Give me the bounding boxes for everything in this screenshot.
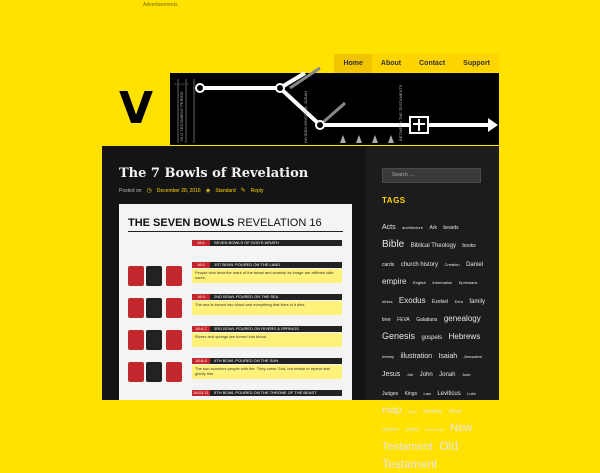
tag-link[interactable]: Ezekiel [432, 298, 449, 305]
bowl-illustration [128, 266, 184, 286]
comment-icon: ✎ [240, 188, 246, 194]
tag-link[interactable]: Hebrews [448, 332, 481, 342]
title-rule [128, 231, 343, 232]
tag-link[interactable]: genealogy [443, 313, 481, 323]
tag-link[interactable]: Ephesians [458, 280, 478, 286]
post-category[interactable]: Standard [215, 187, 236, 194]
tag-link[interactable]: Leviticus [437, 390, 461, 397]
tag-link[interactable]: books [462, 243, 476, 250]
tag-link[interactable]: FEVA [397, 316, 410, 323]
bowl-row [128, 390, 343, 416]
tag-link[interactable]: Testament [382, 440, 433, 453]
tag-link[interactable]: Mark [407, 408, 417, 414]
timeline-banner [170, 73, 499, 145]
tag-link[interactable]: Creation [444, 261, 460, 267]
tag-link[interactable]: Bible [382, 239, 405, 251]
bowl-header: 16:8-9 4TH BOWL POURED ON THE SUN [192, 358, 342, 364]
timeline-node [196, 84, 204, 92]
infographic-title: THE SEVEN BOWLS REVELATION 16 [128, 217, 322, 229]
tag-link[interactable]: Nehemiah [425, 427, 444, 433]
timeline-graphic [170, 73, 499, 145]
main-content [102, 146, 366, 400]
nav-home[interactable]: Home [334, 54, 371, 73]
timeline-node [316, 121, 324, 129]
tag-link[interactable]: Biblical Theology [410, 243, 456, 250]
tag-link[interactable]: Jonah [439, 372, 456, 379]
tag-link[interactable]: John [419, 372, 433, 379]
tag-link[interactable]: Testament [382, 457, 438, 472]
search-input[interactable]: Search … [382, 168, 481, 183]
tag-link[interactable]: beards [443, 225, 459, 231]
tag-link[interactable]: Matthew [423, 408, 443, 415]
site-logo[interactable] [102, 73, 170, 145]
tag-link[interactable]: gospels [421, 335, 443, 342]
tag-link[interactable]: Jesus [382, 371, 401, 379]
tag-link[interactable]: English [412, 280, 427, 286]
banner-label-1: OLD TESTAMENT PERIOD [179, 91, 184, 141]
banner-label-3: BETWEEN THE TESTAMENTS [398, 84, 403, 141]
sidebar [366, 146, 499, 472]
reply-link[interactable]: Reply [250, 187, 264, 194]
tag-link[interactable]: Micah [448, 408, 462, 415]
bowl-header: 16:1 SEVEN BOWLS OF GOD'S WRATH [192, 240, 342, 246]
site-header [102, 73, 499, 145]
post-date[interactable]: December 28, 2016 [156, 187, 201, 194]
arrow-head [488, 118, 498, 132]
tag-link[interactable]: Job [406, 372, 414, 378]
tag-link[interactable]: mission [382, 427, 399, 434]
tag-link[interactable]: Galatians [416, 316, 438, 323]
top-nav [102, 54, 499, 73]
svg-text:|||||||||||||||||||: ||||||||||||||||||| [174, 82, 189, 86]
nav-contact[interactable]: Contact [419, 60, 446, 67]
tag-link[interactable]: illustration [400, 352, 432, 360]
tag-link[interactable]: Isaiah [438, 352, 458, 360]
arrow-markers [340, 135, 394, 143]
tag-link[interactable]: heresy [382, 353, 395, 359]
tag-link[interactable]: family [469, 298, 485, 305]
post-meta [119, 187, 263, 194]
seven-bowls-infographic[interactable] [119, 204, 352, 400]
tag-link[interactable]: church history [400, 261, 439, 268]
bowl-row [128, 262, 343, 288]
bowl-illustration [128, 330, 184, 350]
bowl-row [128, 294, 343, 320]
tag-link[interactable]: map [382, 404, 402, 416]
tag-cloud [382, 216, 487, 473]
nav-support[interactable]: Support [463, 60, 490, 67]
bowl-row [128, 358, 343, 384]
bowl-header: 16:3 2ND BOWL POURED ON THE SEA [192, 294, 342, 300]
post-title[interactable]: The 7 Bowls of Revelation [119, 166, 309, 181]
tag-link[interactable]: model [405, 427, 420, 434]
posted-on-label: Posted on [119, 187, 142, 194]
tag-link[interactable]: empire [382, 277, 407, 287]
tag-link[interactable]: tree [382, 316, 391, 323]
tag-link[interactable]: Daniel [466, 261, 484, 268]
tag-link[interactable]: Acts [382, 224, 396, 231]
format-icon: ◈ [205, 188, 211, 194]
tag-link[interactable]: Law [423, 390, 431, 396]
bowl-illustration [128, 298, 184, 318]
tag-link[interactable]: Judges [382, 390, 399, 397]
tag-link[interactable]: Old [439, 438, 458, 453]
bowl-header: 16:4-7 3RD BOWL POURED ON RIVERS & SPRINGS [192, 326, 342, 332]
tag-link[interactable]: Jude [461, 372, 471, 378]
tag-link[interactable]: Ezra [454, 298, 463, 304]
tag-link[interactable]: Jerusalem [463, 353, 483, 359]
bowl-illustration [128, 362, 184, 382]
tag-link[interactable]: ethics [382, 298, 393, 304]
tag-link[interactable]: Exodus [398, 295, 426, 305]
logo-letter: V [118, 83, 154, 134]
tag-link[interactable]: Ark [429, 225, 437, 231]
tag-link[interactable]: Kings [404, 390, 418, 397]
bowl-row [128, 326, 343, 352]
nav-menu [334, 54, 499, 73]
tag-link[interactable]: Genesis [382, 331, 416, 342]
tag-link[interactable]: cards [382, 261, 395, 268]
clock-icon: ◷ [146, 188, 152, 194]
tag-link[interactable]: Luke [467, 390, 476, 396]
tag-link[interactable]: information [432, 280, 453, 286]
bowl-header: 16:10-11 5TH BOWL POURED ON THE THRONE OF THE BEAST [192, 390, 342, 396]
bowl-text: Rivers and springs are turned into blood. [192, 333, 342, 347]
timeline-node [276, 84, 284, 92]
bowl-text: The sun scorches people with fire. They curse God, but refuse to repent and glorify him. [192, 365, 342, 379]
bowl-header: 16:2 1ST BOWL POURED ON THE LAND [192, 262, 342, 268]
advertisements-label: Advertisements [143, 2, 178, 8]
tag-link[interactable]: New [450, 422, 473, 435]
tags-heading: TAGS [382, 196, 406, 205]
tag-link[interactable]: architecture [402, 225, 423, 230]
nav-about[interactable]: About [380, 60, 402, 67]
bowl-text: People who bear the mark of the beast and worship its image are afflicted with sores. [192, 269, 342, 283]
bowl-text: The sea is turned into blood and everything that lives in it dies. [192, 301, 342, 315]
timeline-path [200, 88, 420, 125]
banner-label-2: DIVIDED KINGDOM, JUDAH [303, 90, 308, 143]
